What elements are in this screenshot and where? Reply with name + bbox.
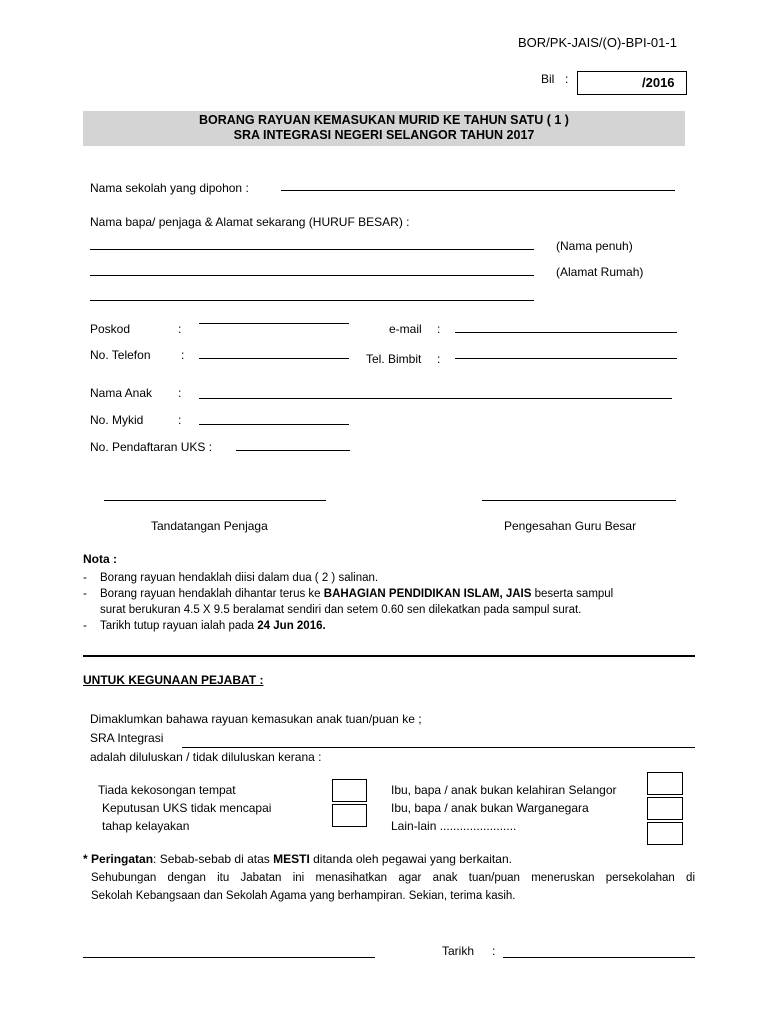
date-field[interactable] <box>503 957 695 958</box>
parent-label: Nama bapa/ penjaga & Alamat sekarang (HURUF BESAR) : <box>90 215 410 229</box>
bil-value: /2016 <box>642 75 675 90</box>
reason-others: Lain-lain ....................... <box>391 819 517 833</box>
checkbox-others[interactable] <box>647 822 683 845</box>
form-subtitle: SRA INTEGRASI NEGERI SELANGOR TAHUN 2017 <box>233 128 535 142</box>
address-field-1[interactable] <box>90 275 534 276</box>
note-item-2-cont: surat berukuran 4.5 X 9.5 beralamat sendiri dan setem 0.60 sen dilekatkan pada sampul surat. <box>100 604 582 616</box>
note-dash-1: - <box>83 572 87 584</box>
uks-field[interactable] <box>236 450 350 451</box>
reason-uks-not-met: Keputusan UKS tidak mencapai <box>102 801 272 815</box>
reason-uks-not-met-cont: tahap kelayakan <box>102 819 190 833</box>
office-informed-text: Dimaklumkan bahawa rayuan kemasukan anak tuan/puan ke ; <box>90 712 422 726</box>
headmaster-signature-line[interactable] <box>482 500 676 501</box>
phone-field[interactable] <box>199 358 349 359</box>
home-address-hint: (Alamat Rumah) <box>556 265 644 279</box>
bil-field[interactable] <box>577 71 687 95</box>
office-heading: UNTUK KEGUNAAN PEJABAT : <box>83 673 264 687</box>
postcode-colon: : <box>178 322 182 336</box>
address-field-2[interactable] <box>90 300 534 301</box>
phone-colon: : <box>181 348 185 362</box>
mobile-label: Tel. Bimbit <box>366 352 422 366</box>
guardian-signature-line[interactable] <box>104 500 326 501</box>
note-item-3: Tarikh tutup rayuan ialah pada 24 Jun 2016. <box>100 620 326 632</box>
officer-signature-line[interactable] <box>83 957 375 958</box>
mykid-colon: : <box>178 413 182 427</box>
office-sra-text: SRA Integrasi <box>90 731 164 745</box>
note-dash-2: - <box>83 588 87 600</box>
office-result-text: adalah diluluskan / tidak diluluskan kerana : <box>90 750 322 764</box>
email-colon: : <box>437 322 441 336</box>
checkbox-not-born-selangor[interactable] <box>647 772 683 795</box>
office-sra-field[interactable] <box>182 747 695 748</box>
phone-label: No. Telefon <box>90 348 151 362</box>
child-name-field[interactable] <box>199 398 672 399</box>
postcode-label: Poskod <box>90 322 131 336</box>
advice-line-1: Sehubungan dengan itu Jabatan ini menasihatkan agar anak tuan/puan meneruskan persekolahan di <box>91 872 695 884</box>
mobile-field[interactable] <box>455 358 677 359</box>
warning-text: * Peringatan: Sebab-sebab di atas MESTI ditanda oleh pegawai yang berkaitan. <box>83 852 512 866</box>
mykid-field[interactable] <box>199 424 349 425</box>
note-item-1: Borang rayuan hendaklah diisi dalam dua ( 2 ) salinan. <box>100 572 379 584</box>
headmaster-signature-label: Pengesahan Guru Besar <box>504 519 637 533</box>
reason-not-citizen: Ibu, bapa / anak bukan Warganegara <box>391 801 589 815</box>
bil-label: Bil <box>541 72 555 86</box>
parent-name-field[interactable] <box>90 249 534 250</box>
checkbox-no-vacancy[interactable] <box>332 779 367 802</box>
child-name-colon: : <box>178 386 182 400</box>
date-label: Tarikh <box>442 944 475 958</box>
date-colon: : <box>492 944 496 958</box>
bil-colon: : <box>565 72 569 86</box>
checkbox-not-citizen[interactable] <box>647 797 683 820</box>
mobile-colon: : <box>437 352 441 366</box>
reason-not-born-selangor: Ibu, bapa / anak bukan kelahiran Selangor <box>391 783 617 797</box>
school-label: Nama sekolah yang dipohon : <box>90 181 249 195</box>
mykid-label: No. Mykid <box>90 413 144 427</box>
email-field[interactable] <box>455 332 677 333</box>
note-dash-3: - <box>83 620 87 632</box>
full-name-hint: (Nama penuh) <box>556 239 633 253</box>
email-label: e-mail <box>389 322 422 336</box>
section-divider <box>83 655 695 657</box>
uks-label: No. Pendaftaran UKS : <box>90 440 213 454</box>
form-title: BORANG RAYUAN KEMASUKAN MURID KE TAHUN SATU ( 1 ) <box>199 113 569 127</box>
guardian-signature-label: Tandatangan Penjaga <box>151 519 268 533</box>
reason-no-vacancy: Tiada kekosongan tempat <box>98 783 236 797</box>
advice-line-2: Sekolah Kebangsaan dan Sekolah Agama yang berhampiran. Sekian, terima kasih. <box>91 890 516 902</box>
checkbox-uks-not-met[interactable] <box>332 804 367 827</box>
postcode-field[interactable] <box>199 323 349 324</box>
child-name-label: Nama Anak <box>90 386 153 400</box>
reference-code: BOR/PK-JAIS/(O)-BPI-01-1 <box>518 35 677 50</box>
school-field[interactable] <box>281 190 675 191</box>
notes-heading: Nota : <box>83 552 117 566</box>
note-item-2: Borang rayuan hendaklah dihantar terus ke BAHAGIAN PENDIDIKAN ISLAM, JAIS beserta sampul <box>100 588 614 600</box>
